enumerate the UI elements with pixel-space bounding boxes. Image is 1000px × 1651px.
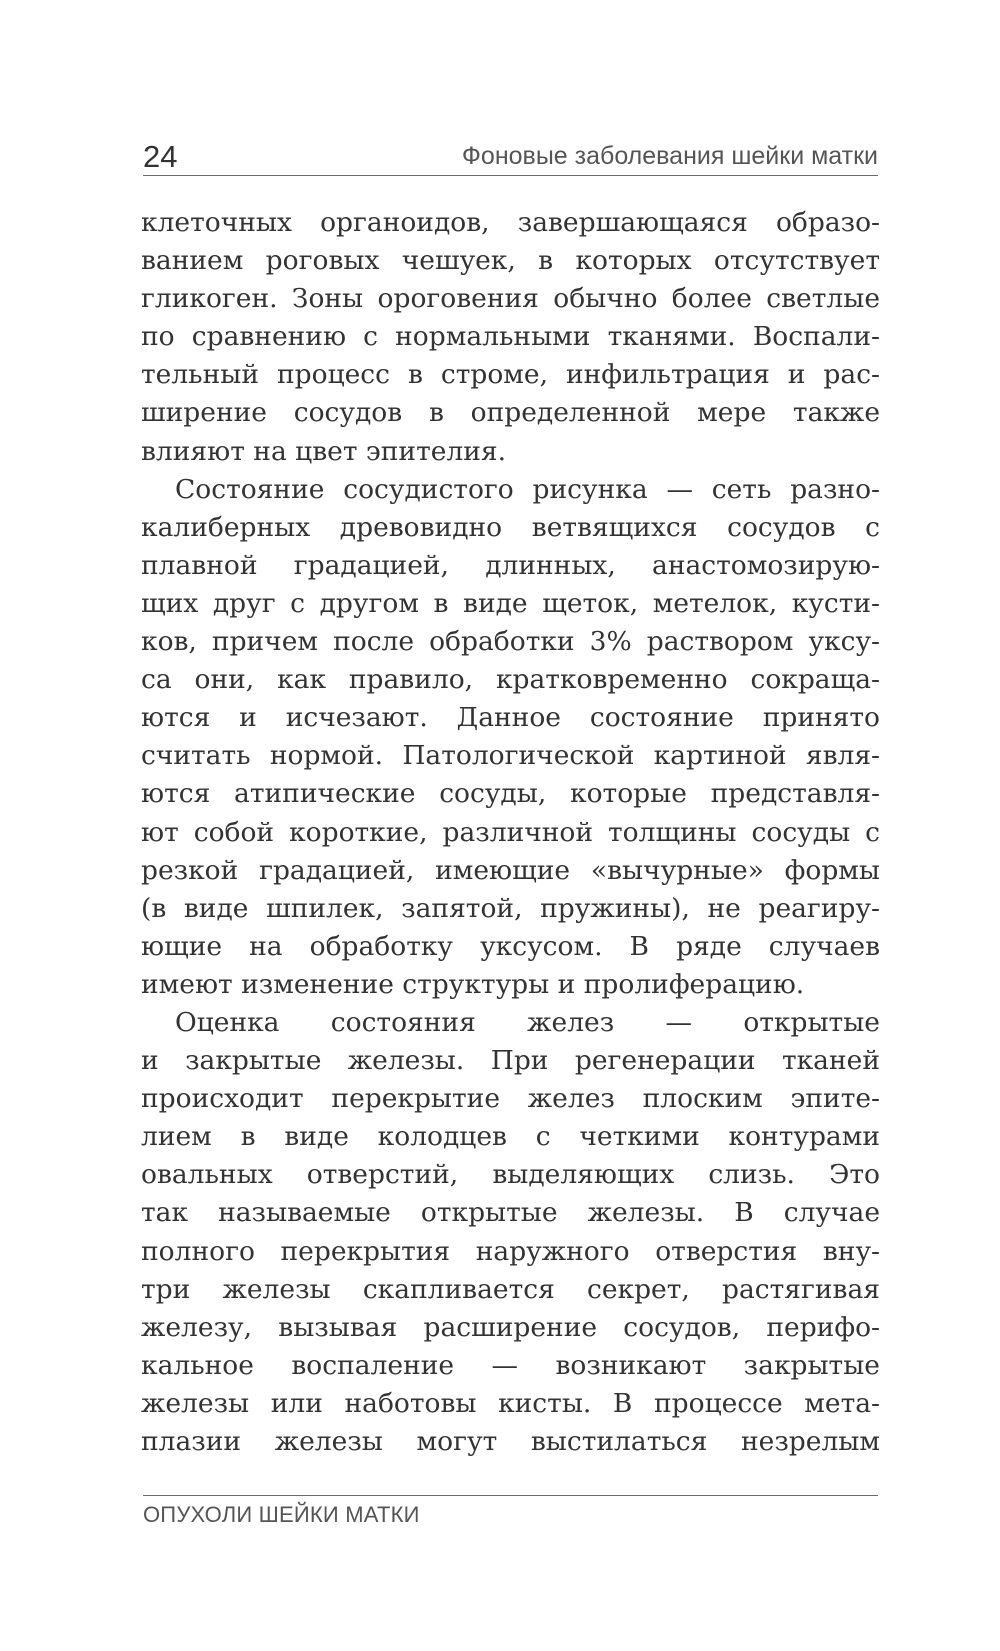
text-line: овальных отверстий, выделяющих слизь. Это [141, 1159, 880, 1191]
text-line: ющие на обработку уксусом. В ряде случаев [141, 930, 880, 962]
text-line: Оценка состояния желез — открытые [175, 1006, 880, 1038]
text-line: кальное воспаление — возникают закрытые [141, 1349, 880, 1381]
text-line: ют собой короткие, различной толщины сосуды с [141, 816, 880, 848]
text-line: по сравнению с нормальными тканями. Воспали- [141, 321, 880, 353]
text-line: лием в виде колодцев с четкими контурами [141, 1121, 880, 1153]
page-header [143, 135, 878, 176]
text-line: имеют изменение структуры и пролиферацию. [141, 968, 805, 1000]
text-line: плавной градацией, длинных, анастомозирую- [141, 549, 880, 581]
text-line: три железы скапливается секрет, растягивая [141, 1273, 880, 1305]
text-line: ширение сосудов в определенной мере также [141, 397, 880, 429]
text-line: резкой градацией, имеющие «вычурные» формы [141, 854, 880, 886]
text-line: са они, как правило, кратковременно сокраща- [141, 664, 880, 696]
running-title: Фоновые заболевания шейки матки [461, 142, 878, 170]
text-line: ются и исчезают. Данное состояние принято [141, 702, 880, 734]
page-footer [143, 1495, 878, 1527]
text-line: ются атипические сосуды, которые представля- [141, 778, 880, 810]
paragraph [141, 1004, 880, 1461]
body-text [141, 204, 880, 1461]
page-number: 24 [143, 139, 178, 174]
text-line: (в виде шпилек, запятой, пружины), не реагиру- [141, 892, 880, 924]
text-line: влияют на цвет эпителия. [141, 435, 507, 467]
text-line: калиберных древовидно ветвящихся сосудов с [141, 511, 880, 543]
text-line: происходит перекрытие желез плоским эпите- [141, 1083, 880, 1115]
text-line: щих друг с другом в виде щеток, метелок, кусти- [141, 587, 880, 619]
text-line: так называемые открытые железы. В случае [141, 1197, 880, 1229]
section-title: ОПУХОЛИ ШЕЙКИ МАТКИ [143, 1502, 420, 1527]
paragraph [141, 471, 880, 1004]
text-line: железу, вызывая расширение сосудов, перифо- [141, 1311, 880, 1343]
text-line: железы или наботовы кисты. В процессе мета- [141, 1387, 880, 1419]
text-line: ванием роговых чешуек, в которых отсутствует [141, 245, 880, 277]
text-line: Состояние сосудистого рисунка — сеть разно- [175, 473, 880, 505]
text-line: и закрытые железы. При регенерации тканей [141, 1045, 880, 1077]
text-line: ков, причем после обработки 3% раствором уксу- [141, 626, 880, 658]
text-line: плазии железы могут выстилаться незрелым [141, 1426, 880, 1457]
text-line: клеточных органоидов, завершающаяся образо- [141, 207, 880, 238]
text-line: полного перекрытия наружного отверстия вну- [141, 1235, 880, 1267]
paragraph [141, 204, 880, 471]
text-line: гликоген. Зоны ороговения обычно более светлые [141, 283, 880, 315]
text-line: тельный процесс в строме, инфильтрация и рас- [141, 359, 880, 391]
text-line: считать нормой. Патологической картиной явля- [141, 740, 880, 772]
